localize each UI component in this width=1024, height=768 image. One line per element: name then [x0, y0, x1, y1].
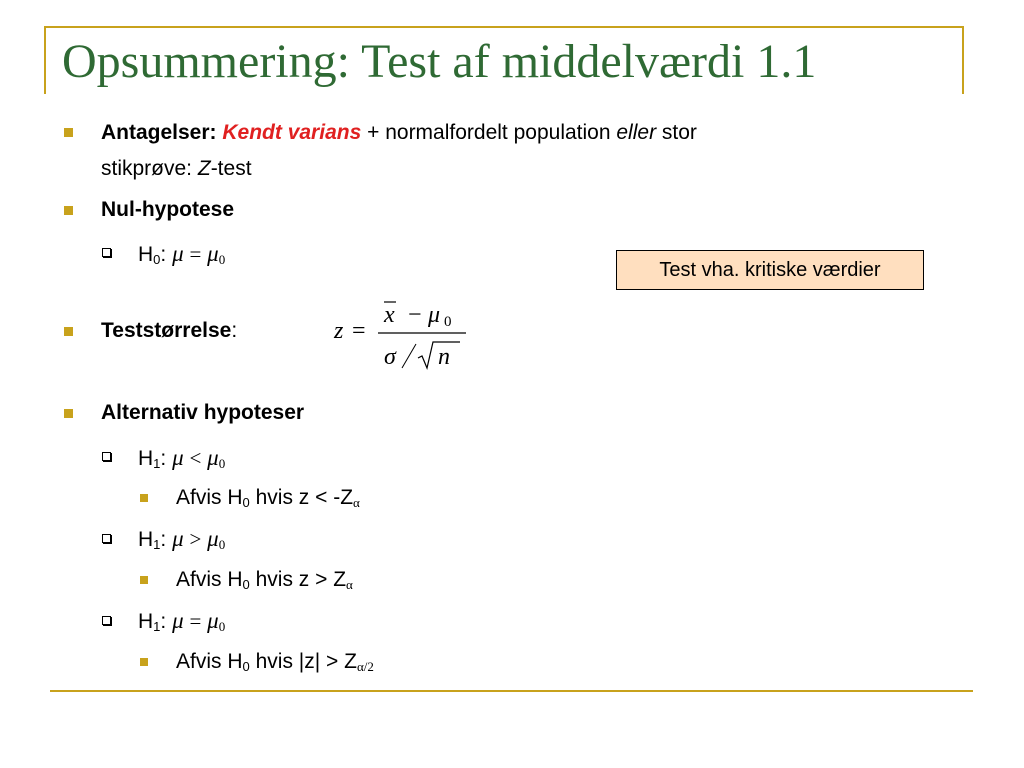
- null-hypothesis-label: Nul-hypotese: [101, 198, 235, 221]
- reject-condition: hvis |z| > Z: [255, 650, 357, 673]
- sub-bullet-marker: [102, 452, 111, 461]
- bullet-marker: [64, 206, 73, 215]
- mu-symbol: μ: [207, 526, 219, 551]
- h1-subscript: 1: [153, 619, 161, 634]
- mu-symbol: μ: [172, 445, 184, 470]
- assumptions-line-1: [101, 119, 697, 147]
- assumptions-line-2: [101, 155, 252, 183]
- relation-operator: =: [189, 609, 202, 633]
- reject-rule-greater: Afvis $H_0$ hvis $z > Z_\alpha$: [176, 568, 353, 592]
- reject-rule-two-sided: Afvis $H_0$ hvis $|z| > Z_{\alpha/2}$: [176, 650, 374, 674]
- alternative-hypotheses-label: Alternativ hypoteser: [101, 401, 305, 424]
- z-formula: [330, 292, 470, 372]
- bullet-marker: [140, 576, 148, 584]
- z-letter: Z: [197, 157, 211, 180]
- sigma-symbol: σ: [384, 344, 396, 370]
- mu-symbol: μ: [207, 445, 219, 470]
- alt-hypothesis-less: $H_1$: $\mu < \mu_0$: [138, 445, 226, 471]
- alpha-subscript: α: [353, 495, 360, 510]
- bullet-marker: [140, 658, 148, 666]
- mu-symbol: μ: [172, 526, 184, 551]
- bullet-marker: [64, 327, 73, 336]
- h1-subscript: 1: [153, 537, 161, 552]
- eller-word: eller: [616, 121, 657, 144]
- bullet-marker: [64, 128, 73, 137]
- known-variance-highlight: Kendt varians: [222, 121, 362, 144]
- alt-hypothesis-two-sided: $H_1$: $\mu = \mu_0$: [138, 608, 226, 634]
- teststat-colon: :: [231, 319, 238, 342]
- frame-left-line: [44, 26, 46, 94]
- critical-values-callout: Test vha. kritiske værdier: [616, 250, 924, 290]
- null-hypothesis-formula: $H_0$: $\mu = \mu_0$: [138, 241, 226, 267]
- assumptions-text-2: stor: [661, 121, 697, 144]
- h0-subscript: 0: [242, 577, 250, 592]
- mu-symbol: μ: [207, 608, 219, 633]
- frame-right-line: [962, 26, 964, 94]
- assumptions-text-1: + normalfordelt population: [367, 121, 611, 144]
- mu-symbol: μ: [172, 608, 184, 633]
- slide-title: Opsummering: Test af middelværdi 1.1: [62, 35, 817, 88]
- reject-condition: hvis z > Z: [255, 568, 347, 591]
- alpha-subscript: α/2: [356, 659, 374, 674]
- reject-condition: hvis z < -Z: [255, 486, 354, 509]
- h0-subscript: 0: [242, 495, 250, 510]
- bullet-marker: [64, 409, 73, 418]
- svg-text:=: =: [352, 318, 366, 344]
- assumptions-line2-a: stikprøve:: [101, 157, 193, 180]
- z-variable: z: [334, 318, 344, 344]
- h1-subscript: 1: [153, 456, 161, 471]
- mu-symbol: μ: [172, 241, 184, 266]
- n-variable: n: [438, 344, 450, 370]
- h0-subscript: 0: [242, 659, 250, 674]
- x-bar: x: [384, 302, 395, 328]
- svg-text:−: −: [408, 302, 422, 328]
- mu-symbol: μ: [207, 241, 219, 266]
- teststat-label: Teststørrelse: [101, 319, 232, 342]
- sub-bullet-marker: [102, 248, 111, 257]
- relation-operator: >: [189, 527, 202, 551]
- reject-rule-less: Afvis $H_0$ hvis $z < -Z_\alpha$: [176, 486, 360, 510]
- h0-subscript: 0: [153, 252, 161, 267]
- alpha-subscript: α: [346, 577, 353, 592]
- frame-top-line: [44, 26, 964, 28]
- mu-symbol: μ: [428, 302, 441, 328]
- sub-bullet-marker: [102, 534, 111, 543]
- bullet-marker: [140, 494, 148, 502]
- alt-hypothesis-greater: $H_1$: $\mu > \mu_0$: [138, 526, 226, 552]
- assumptions-line2-b: -test: [210, 157, 252, 180]
- relation-operator: <: [189, 446, 202, 470]
- svg-text:0: 0: [444, 314, 452, 330]
- teststat-line: [101, 317, 237, 345]
- assumptions-label: Antagelser:: [101, 121, 217, 144]
- sub-bullet-marker: [102, 616, 111, 625]
- bottom-divider: [50, 690, 973, 692]
